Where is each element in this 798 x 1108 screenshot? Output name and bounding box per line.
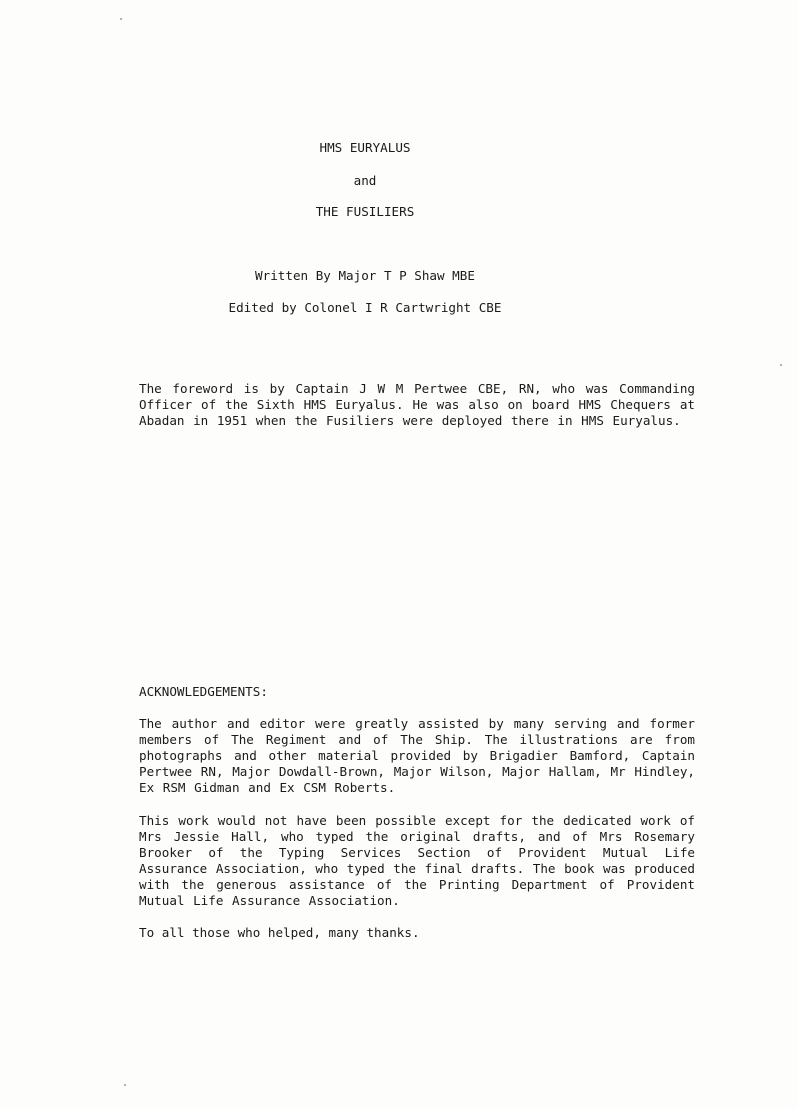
paper-speck — [780, 364, 782, 366]
foreword-paragraph: The foreword is by Captain J W M Pertwee CBE, RN, who was Commanding Officer of the Sixth HMS Euryalus. He was also on board HMS Chequers at Abadan in 1951 when the Fusiliers were deployed there in HMS Euryalus. — [139, 381, 695, 428]
acknowledgements-paragraph-2: This work would not have been possible except for the dedicated work of Mrs Jessie Hall, who typed the original drafts, and of Mrs Rosemary Brooker of the Typing Services Section of Provident Mutual Life Assurance Association, who typed the final drafts. The book was produced with the generous assistance of the Printing Department of Provident Mutual Life Assurance Association. — [139, 813, 695, 908]
acknowledgements-para-1-block — [139, 716, 695, 796]
editor-credit: Edited by Colonel I R Cartwright CBE — [228, 300, 502, 315]
closing-thanks: To all those who helped, many thanks. — [139, 925, 420, 940]
paper-speck — [120, 18, 122, 20]
title-line-2: and — [353, 173, 377, 188]
title-line-3: THE FUSILIERS — [315, 204, 415, 219]
acknowledgements-para-2-block — [139, 813, 695, 909]
paper-speck — [124, 1084, 126, 1086]
acknowledgements-paragraph-1: The author and editor were greatly assisted by many serving and former members of The Regiment and of The Ship. The illustrations are from photographs and other material provided by Brigadier Bamford, Captain Pertwee RN, Major Dowdall-Brown, Major Wilson, Major Hallam, Mr Hindley, Ex RSM Gidman and Ex CSM Roberts. — [139, 716, 695, 795]
title-line-1: HMS EURYALUS — [319, 140, 411, 155]
foreword-block — [139, 381, 695, 429]
author-credit: Written By Major T P Shaw MBE — [255, 268, 475, 283]
acknowledgements-heading: ACKNOWLEDGEMENTS: — [139, 684, 268, 699]
